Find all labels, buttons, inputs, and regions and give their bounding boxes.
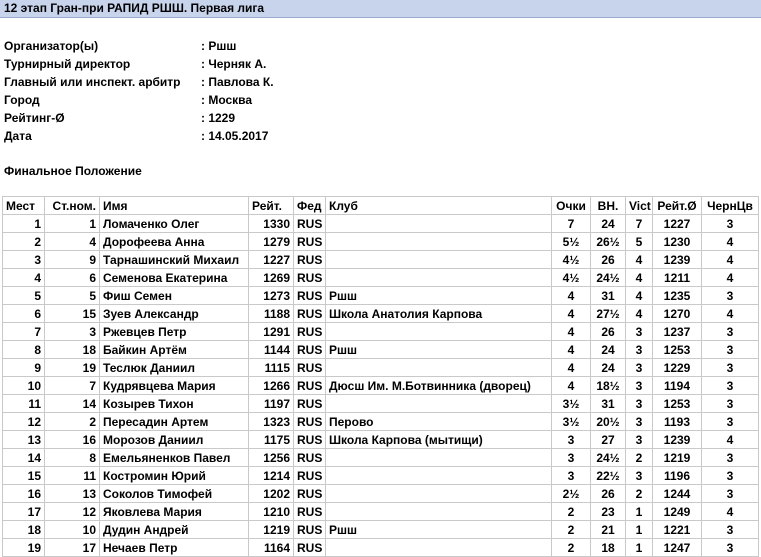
cell-name: Дорофеева Анна — [100, 233, 249, 251]
cell-name: Семенова Екатерина — [100, 269, 249, 287]
cell-club — [326, 449, 552, 467]
cell-avg-rating: 1211 — [653, 269, 702, 287]
cell-wins: 1 — [626, 521, 653, 539]
cell-rating: 1210 — [249, 503, 294, 521]
cell-wins: 4 — [626, 305, 653, 323]
cell-avg-rating: 1239 — [653, 251, 702, 269]
cell-start-number: 10 — [45, 521, 100, 539]
cell-avg-rating: 1270 — [653, 305, 702, 323]
cell-rating: 1279 — [249, 233, 294, 251]
col-header-black-games[interactable]: ЧернЦв — [702, 197, 759, 215]
cell-avg-rating: 1235 — [653, 287, 702, 305]
cell-tiebreak: 24 — [591, 341, 626, 359]
cell-tiebreak: 20½ — [591, 413, 626, 431]
col-header-name[interactable]: Имя — [100, 197, 249, 215]
cell-club: Школа Анатолия Карпова — [326, 305, 552, 323]
cell-start-number: 1 — [45, 215, 100, 233]
cell-black-games: 3 — [702, 341, 759, 359]
info-value: : Ршш — [201, 39, 237, 53]
standings-table — [2, 196, 759, 557]
cell-tiebreak: 27½ — [591, 305, 626, 323]
cell-tiebreak: 24½ — [591, 449, 626, 467]
cell-club: Ршш — [326, 341, 552, 359]
cell-black-games: 3 — [702, 521, 759, 539]
cell-place: 14 — [3, 449, 45, 467]
cell-tiebreak: 22½ — [591, 467, 626, 485]
cell-avg-rating: 1249 — [653, 503, 702, 521]
cell-start-number: 12 — [45, 503, 100, 521]
cell-wins: 3 — [626, 323, 653, 341]
cell-rating: 1115 — [249, 359, 294, 377]
cell-wins: 3 — [626, 395, 653, 413]
cell-black-games: 3 — [702, 359, 759, 377]
cell-tiebreak: 26 — [591, 251, 626, 269]
cell-start-number: 8 — [45, 449, 100, 467]
col-header-place[interactable]: Мест — [3, 197, 45, 215]
cell-tiebreak: 18½ — [591, 377, 626, 395]
cell-place: 11 — [3, 395, 45, 413]
table-row[interactable] — [3, 233, 759, 251]
cell-start-number: 3 — [45, 323, 100, 341]
info-label: Турнирный директор — [4, 57, 131, 71]
cell-avg-rating: 1196 — [653, 467, 702, 485]
cell-place: 19 — [3, 539, 45, 557]
cell-federation: RUS — [294, 269, 326, 287]
cell-club — [326, 503, 552, 521]
cell-club — [326, 485, 552, 503]
cell-avg-rating: 1221 — [653, 521, 702, 539]
cell-black-games: 3 — [702, 413, 759, 431]
info-value: : Павлова К. — [201, 75, 274, 89]
cell-points: 4 — [552, 305, 591, 323]
cell-avg-rating: 1194 — [653, 377, 702, 395]
cell-start-number: 4 — [45, 233, 100, 251]
table-row[interactable] — [3, 287, 759, 305]
cell-place: 4 — [3, 269, 45, 287]
info-label: Город — [4, 93, 40, 107]
cell-federation: RUS — [294, 521, 326, 539]
table-row[interactable] — [3, 539, 759, 557]
table-row[interactable] — [3, 359, 759, 377]
cell-black-games: 4 — [702, 251, 759, 269]
cell-federation: RUS — [294, 341, 326, 359]
info-value: : Черняк А. — [201, 57, 267, 71]
cell-club — [326, 323, 552, 341]
cell-points: 4 — [552, 359, 591, 377]
cell-avg-rating: 1253 — [653, 395, 702, 413]
cell-start-number: 14 — [45, 395, 100, 413]
info-value: : Москва — [201, 93, 253, 107]
cell-place: 8 — [3, 341, 45, 359]
cell-black-games: 4 — [702, 503, 759, 521]
table-row[interactable] — [3, 323, 759, 341]
cell-rating: 1197 — [249, 395, 294, 413]
table-row[interactable] — [3, 269, 759, 287]
cell-place: 13 — [3, 431, 45, 449]
cell-name: Емельяненков Павел — [100, 449, 249, 467]
cell-name: Костромин Юрий — [100, 467, 249, 485]
cell-club — [326, 359, 552, 377]
info-label: Рейтинг-Ø — [4, 111, 65, 125]
cell-wins: 4 — [626, 287, 653, 305]
col-header-start-number[interactable]: Ст.ном. — [45, 197, 100, 215]
cell-points: 3½ — [552, 395, 591, 413]
col-header-wins[interactable]: Vict — [626, 197, 653, 215]
cell-place: 2 — [3, 233, 45, 251]
col-header-points[interactable]: Очки — [552, 197, 591, 215]
cell-wins: 4 — [626, 251, 653, 269]
cell-rating: 1330 — [249, 215, 294, 233]
cell-points: 3 — [552, 467, 591, 485]
cell-federation: RUS — [294, 377, 326, 395]
cell-federation: RUS — [294, 215, 326, 233]
cell-rating: 1256 — [249, 449, 294, 467]
cell-tiebreak: 24 — [591, 359, 626, 377]
cell-tiebreak: 27 — [591, 431, 626, 449]
cell-points: 2 — [552, 503, 591, 521]
cell-avg-rating: 1239 — [653, 431, 702, 449]
cell-avg-rating: 1253 — [653, 341, 702, 359]
cell-federation: RUS — [294, 287, 326, 305]
cell-start-number: 15 — [45, 305, 100, 323]
cell-tiebreak: 24½ — [591, 269, 626, 287]
cell-federation: RUS — [294, 503, 326, 521]
cell-federation: RUS — [294, 413, 326, 431]
cell-tiebreak: 26 — [591, 485, 626, 503]
col-header-rating[interactable]: Рейт. — [249, 197, 294, 215]
cell-name: Фиш Семен — [100, 287, 249, 305]
cell-place: 10 — [3, 377, 45, 395]
table-row[interactable] — [3, 521, 759, 539]
cell-wins: 3 — [626, 413, 653, 431]
cell-rating: 1175 — [249, 431, 294, 449]
cell-federation: RUS — [294, 395, 326, 413]
cell-avg-rating: 1237 — [653, 323, 702, 341]
cell-tiebreak: 24 — [591, 215, 626, 233]
col-header-club[interactable]: Клуб — [326, 197, 552, 215]
cell-name: Кудрявцева Мария — [100, 377, 249, 395]
cell-points: 2½ — [552, 485, 591, 503]
cell-wins: 1 — [626, 539, 653, 557]
cell-black-games: 4 — [702, 233, 759, 251]
cell-wins: 2 — [626, 449, 653, 467]
cell-start-number: 18 — [45, 341, 100, 359]
cell-wins: 3 — [626, 359, 653, 377]
cell-rating: 1219 — [249, 521, 294, 539]
cell-start-number: 2 — [45, 413, 100, 431]
cell-wins: 3 — [626, 341, 653, 359]
cell-wins: 3 — [626, 431, 653, 449]
page-title: 12 этап Гран-при РАПИД РШШ. Первая лига — [0, 0, 761, 18]
cell-place: 1 — [3, 215, 45, 233]
cell-club — [326, 395, 552, 413]
table-row[interactable] — [3, 305, 759, 323]
table-row[interactable] — [3, 485, 759, 503]
cell-wins: 1 — [626, 503, 653, 521]
table-row[interactable] — [3, 467, 759, 485]
cell-rating: 1188 — [249, 305, 294, 323]
cell-club: Ршш — [326, 287, 552, 305]
cell-place: 7 — [3, 323, 45, 341]
cell-club: Школа Карпова (мытищи) — [326, 431, 552, 449]
cell-black-games: 4 — [702, 269, 759, 287]
cell-club — [326, 215, 552, 233]
table-row[interactable] — [3, 413, 759, 431]
cell-points: 3 — [552, 449, 591, 467]
info-label: Организатор(ы) — [4, 39, 99, 53]
cell-points: 4 — [552, 323, 591, 341]
cell-federation: RUS — [294, 431, 326, 449]
table-row[interactable] — [3, 431, 759, 449]
cell-name: Козырев Тихон — [100, 395, 249, 413]
cell-rating: 1164 — [249, 539, 294, 557]
cell-name: Пересадин Артем — [100, 413, 249, 431]
cell-place: 15 — [3, 467, 45, 485]
cell-name: Тарнашинский Михаил — [100, 251, 249, 269]
cell-avg-rating: 1219 — [653, 449, 702, 467]
info-label: Главный или инспект. арбитр — [4, 75, 181, 89]
cell-black-games: 3 — [702, 395, 759, 413]
cell-place: 16 — [3, 485, 45, 503]
cell-points: 4 — [552, 287, 591, 305]
cell-black-games: 3 — [702, 215, 759, 233]
cell-rating: 1291 — [249, 323, 294, 341]
cell-points: 3½ — [552, 413, 591, 431]
cell-points: 7 — [552, 215, 591, 233]
cell-club: Ршш — [326, 521, 552, 539]
cell-points: 4 — [552, 341, 591, 359]
table-row[interactable] — [3, 251, 759, 269]
cell-rating: 1144 — [249, 341, 294, 359]
section-title: Финальное Положение — [4, 164, 142, 178]
cell-wins: 3 — [626, 467, 653, 485]
cell-tiebreak: 18 — [591, 539, 626, 557]
table-row[interactable] — [3, 395, 759, 413]
cell-avg-rating: 1244 — [653, 485, 702, 503]
cell-tiebreak: 26 — [591, 323, 626, 341]
cell-points: 5½ — [552, 233, 591, 251]
cell-club: Перово — [326, 413, 552, 431]
cell-black-games: 4 — [702, 431, 759, 449]
cell-start-number: 7 — [45, 377, 100, 395]
cell-club — [326, 539, 552, 557]
cell-place: 17 — [3, 503, 45, 521]
cell-black-games: 3 — [702, 323, 759, 341]
cell-avg-rating: 1193 — [653, 413, 702, 431]
cell-name: Ржевцев Петр — [100, 323, 249, 341]
col-header-federation[interactable]: Фед — [294, 197, 326, 215]
cell-tiebreak: 31 — [591, 395, 626, 413]
cell-rating: 1323 — [249, 413, 294, 431]
cell-black-games: 4 — [702, 305, 759, 323]
cell-club — [326, 251, 552, 269]
cell-name: Яковлева Мария — [100, 503, 249, 521]
cell-points: 3 — [552, 431, 591, 449]
cell-club: Дюсш Им. М.Ботвинника (дворец) — [326, 377, 552, 395]
cell-avg-rating: 1230 — [653, 233, 702, 251]
info-value: : 1229 — [201, 111, 236, 125]
cell-start-number: 11 — [45, 467, 100, 485]
cell-rating: 1227 — [249, 251, 294, 269]
cell-federation: RUS — [294, 449, 326, 467]
cell-start-number: 9 — [45, 251, 100, 269]
cell-name: Теслюк Даниил — [100, 359, 249, 377]
cell-rating: 1202 — [249, 485, 294, 503]
cell-rating: 1266 — [249, 377, 294, 395]
cell-black-games: 3 — [702, 287, 759, 305]
table-row[interactable] — [3, 377, 759, 395]
cell-federation: RUS — [294, 323, 326, 341]
cell-start-number: 13 — [45, 485, 100, 503]
cell-place: 18 — [3, 521, 45, 539]
cell-points: 2 — [552, 539, 591, 557]
cell-federation: RUS — [294, 485, 326, 503]
cell-start-number: 19 — [45, 359, 100, 377]
cell-club — [326, 269, 552, 287]
cell-rating: 1269 — [249, 269, 294, 287]
cell-place: 9 — [3, 359, 45, 377]
cell-avg-rating: 1229 — [653, 359, 702, 377]
cell-rating: 1214 — [249, 467, 294, 485]
cell-start-number: 6 — [45, 269, 100, 287]
col-header-avg-rating[interactable]: Рейт.Ø — [653, 197, 702, 215]
cell-federation: RUS — [294, 233, 326, 251]
cell-avg-rating: 1247 — [653, 539, 702, 557]
cell-wins: 7 — [626, 215, 653, 233]
info-label: Дата — [4, 129, 32, 143]
table-row[interactable] — [3, 503, 759, 521]
cell-rating: 1273 — [249, 287, 294, 305]
cell-name: Нечаев Петр — [100, 539, 249, 557]
cell-place: 6 — [3, 305, 45, 323]
cell-federation: RUS — [294, 467, 326, 485]
table-row[interactable] — [3, 341, 759, 359]
cell-name: Дудин Андрей — [100, 521, 249, 539]
cell-name: Морозов Даниил — [100, 431, 249, 449]
cell-federation: RUS — [294, 359, 326, 377]
cell-start-number: 17 — [45, 539, 100, 557]
cell-wins: 2 — [626, 485, 653, 503]
cell-points: 4½ — [552, 251, 591, 269]
cell-name: Соколов Тимофей — [100, 485, 249, 503]
cell-wins: 3 — [626, 377, 653, 395]
cell-tiebreak: 31 — [591, 287, 626, 305]
cell-club — [326, 467, 552, 485]
cell-place: 5 — [3, 287, 45, 305]
cell-place: 12 — [3, 413, 45, 431]
cell-tiebreak: 21 — [591, 521, 626, 539]
cell-federation: RUS — [294, 251, 326, 269]
table-row[interactable] — [3, 215, 759, 233]
cell-name: Зуев Александр — [100, 305, 249, 323]
cell-club — [326, 233, 552, 251]
cell-points: 2 — [552, 521, 591, 539]
cell-wins: 4 — [626, 269, 653, 287]
cell-black-games: 3 — [702, 377, 759, 395]
cell-points: 4 — [552, 377, 591, 395]
cell-federation: RUS — [294, 305, 326, 323]
info-value: : 14.05.2017 — [201, 129, 269, 143]
cell-black-games: 3 — [702, 485, 759, 503]
col-header-tiebreak[interactable]: ВН. — [591, 197, 626, 215]
cell-tiebreak: 26½ — [591, 233, 626, 251]
cell-federation: RUS — [294, 539, 326, 557]
cell-points: 4½ — [552, 269, 591, 287]
cell-start-number: 16 — [45, 431, 100, 449]
cell-wins: 5 — [626, 233, 653, 251]
cell-black-games: 3 — [702, 539, 759, 557]
cell-avg-rating: 1227 — [653, 215, 702, 233]
cell-start-number: 5 — [45, 287, 100, 305]
cell-place: 3 — [3, 251, 45, 269]
table-row[interactable] — [3, 449, 759, 467]
cell-name: Байкин Артём — [100, 341, 249, 359]
cell-black-games: 3 — [702, 467, 759, 485]
table-header-row — [3, 197, 759, 215]
cell-black-games: 3 — [702, 449, 759, 467]
cell-tiebreak: 23 — [591, 503, 626, 521]
cell-name: Ломаченко Олег — [100, 215, 249, 233]
